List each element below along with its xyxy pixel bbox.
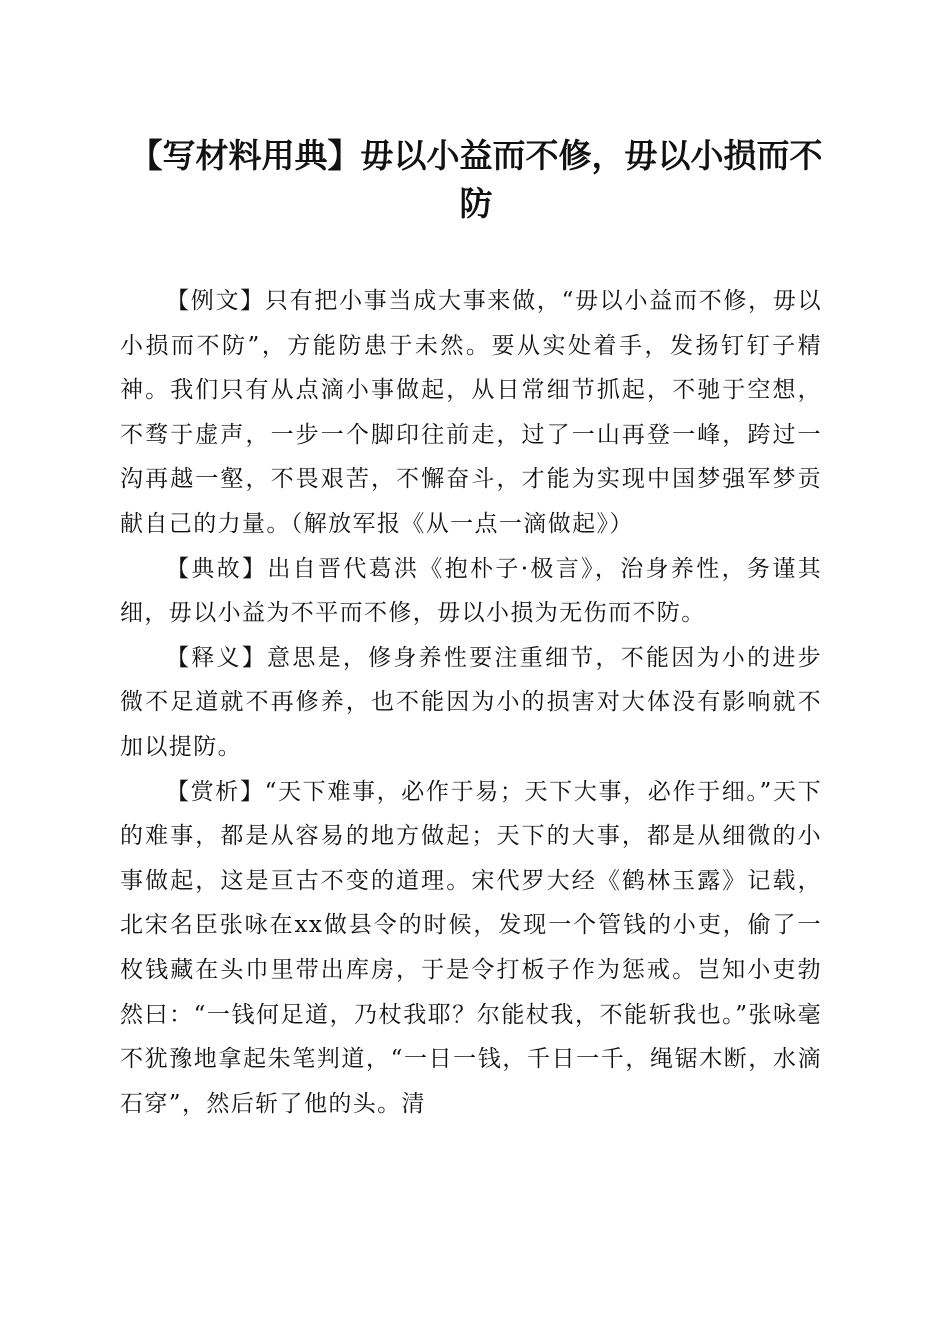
page-title: 【写材料用典】毋以小益而不修，毋以小损而不防 [129, 136, 823, 223]
document-body [120, 279, 822, 1126]
paragraph-example: 【例文】只有把小事当成大事来做，“毋以小益而不修，毋以小损而不防”，方能防患于未然。要从实处着手，发扬钉钉子精神。我们只有从点滴小事做起，从日常细节抓起，不驰于空想，不骛于虚声，一步一个脚印往前走，过了一山再登一峰，跨过一沟再越一壑，不畏艰苦，不懈奋斗，才能为实现中国梦强军梦贡献自己的力量。（解放军报《从一点一滴做起》） [120, 288, 822, 537]
paragraph-allusion: 【典故】出自晋代葛洪《抱朴子·极言》，治身养性，务谨其细，毋以小益为不平而不修，毋以小损为无伤而不防。 [120, 555, 822, 627]
paragraph-interpretation: 【释义】意思是，修身养性要注重细节，不能因为小的进步微不足道就不再修养，也不能因为小的损害对大体没有影响就不加以提防。 [120, 644, 822, 760]
paragraph-appreciation: 【赏析】“天下难事，必作于易；天下大事，必作于细。”天下的难事，都是从容易的地方做起；天下的大事，都是从细微的小事做起，这是亘古不变的道理。宋代罗大经《鹤林玉露》记载，北宋名臣张咏在xx做县令的时候，发现一个管钱的小吏，偷了一枚钱藏在头巾里带出库房，于是令打板子作为惩戒。岂知小吏勃然曰：“一钱何足道，乃杖我耶？尔能杖我，不能斩我也。”张咏毫不犹豫地拿起朱笔判道，“一日一钱，千日一千，绳锯木断，水滴石穿”，然后斩了他的头。清 [120, 778, 822, 1117]
